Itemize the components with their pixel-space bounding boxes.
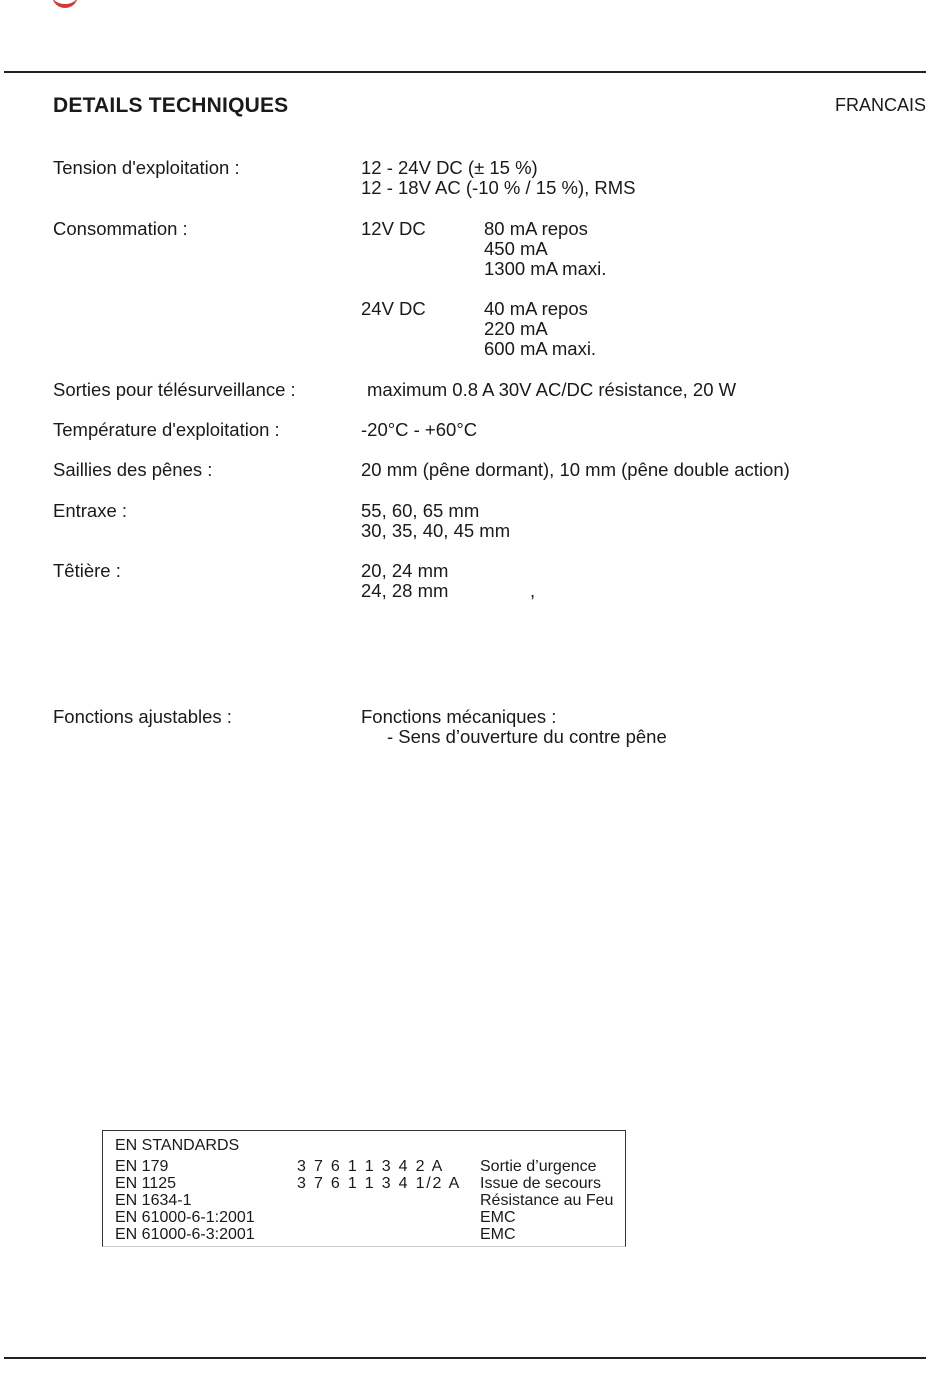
standard-code: 3 7 6 1 1 3 4 2 A <box>297 1158 445 1175</box>
spec-label: Tension d'exploitation : <box>53 157 240 178</box>
stray-comma: , <box>530 580 536 601</box>
spec-value-line: 450 mA <box>484 238 548 259</box>
standards-box <box>102 1130 626 1247</box>
top-divider <box>4 71 926 73</box>
spec-label: Sorties pour télésurveillance : <box>53 379 296 400</box>
spec-label: Têtière : <box>53 560 121 581</box>
spec-value-heading: Fonctions mécaniques : <box>361 706 557 727</box>
spec-value <box>361 158 636 198</box>
standard-name: EN 179 <box>115 1158 169 1175</box>
standards-heading: EN STANDARDS <box>115 1137 240 1154</box>
standard-name: EN 61000-6-1:2001 <box>115 1209 255 1226</box>
standard-description: Sortie d’urgence <box>480 1158 597 1175</box>
spec-value-line: 20, 24 mm <box>361 560 449 581</box>
spec-label: Saillies des pênes : <box>53 459 213 480</box>
standard-code: 3 7 6 1 1 3 4 1/2 A <box>297 1175 462 1192</box>
spec-value-line: 220 mA <box>484 318 548 339</box>
voltage-label: 24V DC <box>361 298 426 319</box>
spec-value-line: 12 - 24V DC (± 15 %) <box>361 157 538 178</box>
spec-value: maximum 0.8 A 30V AC/DC résistance, 20 W <box>367 379 737 400</box>
bottom-divider <box>4 1357 926 1359</box>
spec-value-line: 55, 60, 65 mm <box>361 500 480 521</box>
spec-label: Consommation : <box>53 218 188 239</box>
standard-name: EN 1634-1 <box>115 1192 192 1209</box>
spec-label: Entraxe : <box>53 500 128 521</box>
spec-label: Fonctions ajustables : <box>53 706 232 727</box>
spec-value <box>361 501 510 541</box>
spec-value <box>361 561 448 601</box>
spec-value <box>361 707 667 747</box>
standard-description: Résistance au Feu <box>480 1192 614 1209</box>
spec-value: 20 mm (pêne dormant), 10 mm (pêne double action) <box>361 459 790 480</box>
spec-value <box>484 219 606 279</box>
standards-codes <box>297 1158 461 1192</box>
spec-value-line: 30, 35, 40, 45 mm <box>361 520 511 541</box>
spec-value-line: - Sens d’ouverture du contre pêne <box>387 726 667 747</box>
spec-value-line: 1300 mA maxi. <box>484 258 607 279</box>
standard-name: EN 61000-6-3:2001 <box>115 1226 255 1243</box>
standard-name: EN 1125 <box>115 1175 177 1192</box>
spec-value-line: 12 - 18V AC (-10 % / 15 %), RMS <box>361 177 636 198</box>
spec-value: -20°C - +60°C <box>361 419 478 440</box>
spec-value-line: 24, 28 mm <box>361 580 449 601</box>
standards-names <box>115 1158 255 1243</box>
spec-value-line: 80 mA repos <box>484 218 588 239</box>
logo-fragment <box>52 0 78 8</box>
spec-value <box>484 299 596 359</box>
voltage-label: 12V DC <box>361 218 426 239</box>
language-label: FRANCAIS <box>834 95 926 115</box>
spec-value-line: 40 mA repos <box>484 298 588 319</box>
spec-label: Température d'exploitation : <box>53 419 280 440</box>
standard-description: EMC <box>480 1226 516 1243</box>
spec-value-line: 600 mA maxi. <box>484 338 597 359</box>
page-title: DETAILS TECHNIQUES <box>53 94 289 117</box>
standard-description: Issue de secours <box>480 1175 601 1192</box>
standard-description: EMC <box>480 1209 516 1226</box>
standards-descriptions <box>480 1158 613 1243</box>
